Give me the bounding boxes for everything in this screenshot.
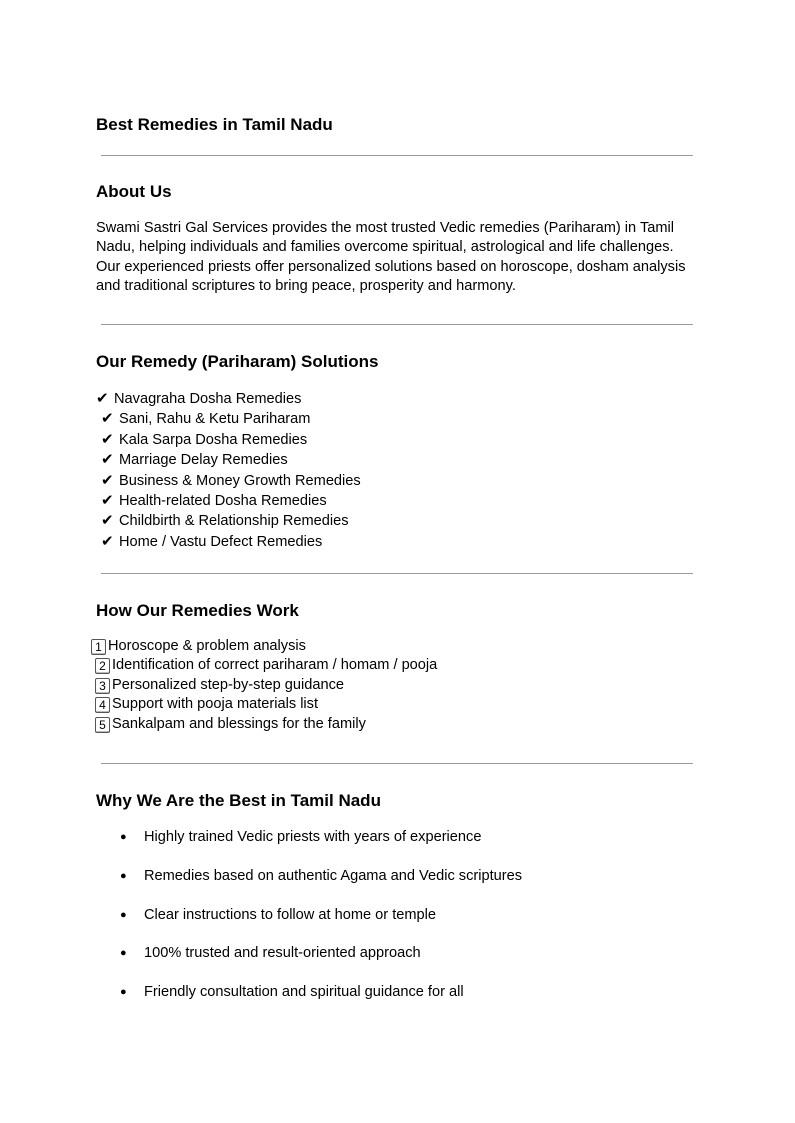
list-item: ✔ Home / Vastu Defect Remedies: [101, 532, 323, 550]
divider: [101, 155, 693, 156]
number-1-icon: 1: [91, 639, 106, 655]
bullet-icon: ●: [120, 947, 127, 960]
list-item: 2 Identification of correct pariharam / homam / pooja: [91, 656, 437, 675]
bullet-icon: ●: [120, 869, 127, 882]
checkmark-icon: ✔: [101, 410, 114, 428]
how-heading: How Our Remedies Work: [96, 601, 299, 620]
list-item: ✔ Kala Sarpa Dosha Remedies: [101, 430, 308, 448]
list-item: ✔ Childbirth & Relationship Remedies: [101, 512, 349, 530]
divider: [101, 573, 693, 574]
divider: [101, 324, 693, 325]
list-item: ● Friendly consultation and spiritual guidance for all: [120, 984, 464, 1001]
list-item: ● Remedies based on authentic Agama and Vedic scriptures: [120, 867, 523, 884]
list-item: 5 Sankalpam and blessings for the family: [91, 715, 437, 734]
number-5-icon: 5: [95, 717, 110, 733]
checkmark-icon: ✔: [101, 430, 114, 448]
why-list: [120, 827, 522, 1021]
list-item: ● 100% trusted and result-oriented approach: [120, 945, 421, 962]
page-title: Best Remedies in Tamil Nadu: [96, 115, 333, 134]
bullet-icon: ●: [120, 831, 127, 843]
divider: [101, 763, 693, 764]
list-item: ✔ Business & Money Growth Remedies: [101, 471, 361, 489]
checkmark-icon: ✔: [101, 512, 114, 530]
number-2-icon: 2: [95, 658, 110, 674]
list-item: 4 Support with pooja materials list: [91, 695, 437, 714]
checkmark-icon: ✔: [96, 390, 109, 407]
steps-list: [91, 637, 437, 734]
list-item: ✔ Sani, Rahu & Ketu Pariharam: [101, 410, 311, 428]
list-item: ● Highly trained Vedic priests with years of experience: [120, 829, 482, 845]
number-4-icon: 4: [95, 697, 110, 713]
list-item: 1 Horoscope & problem analysis: [91, 637, 437, 656]
about-paragraph: Swami Sastri Gal Services provides the most trusted Vedic remedies (Pariharam) in Tamil Nadu, helping individuals and families overcome spiritual, astrological and life challenges. Our experienced priests offer personalized solutions based on horoscope, dosham analysis and traditional scriptures to bring peace, prosperity and harmony.: [96, 220, 686, 295]
solutions-heading: Our Remedy (Pariharam) Solutions: [96, 352, 379, 371]
list-item: ✔ Health-related Dosha Remedies: [101, 492, 327, 510]
bullet-icon: ●: [120, 908, 127, 921]
list-item: ● Clear instructions to follow at home or temple: [120, 906, 437, 923]
checkmark-icon: ✔: [101, 532, 114, 550]
list-item: ✔ Marriage Delay Remedies: [101, 451, 288, 469]
about-heading: About Us: [96, 182, 172, 201]
why-heading: Why We Are the Best in Tamil Nadu: [96, 791, 381, 810]
bullet-icon: ●: [120, 986, 127, 999]
checkmark-icon: ✔: [101, 471, 114, 489]
number-3-icon: 3: [95, 678, 110, 694]
list-item: ✔ Navagraha Dosha Remedies: [96, 390, 302, 407]
checkmark-icon: ✔: [101, 451, 114, 469]
checkmark-icon: ✔: [101, 492, 114, 510]
solutions-list: [96, 389, 361, 552]
list-item: 3 Personalized step-by-step guidance: [91, 676, 437, 695]
